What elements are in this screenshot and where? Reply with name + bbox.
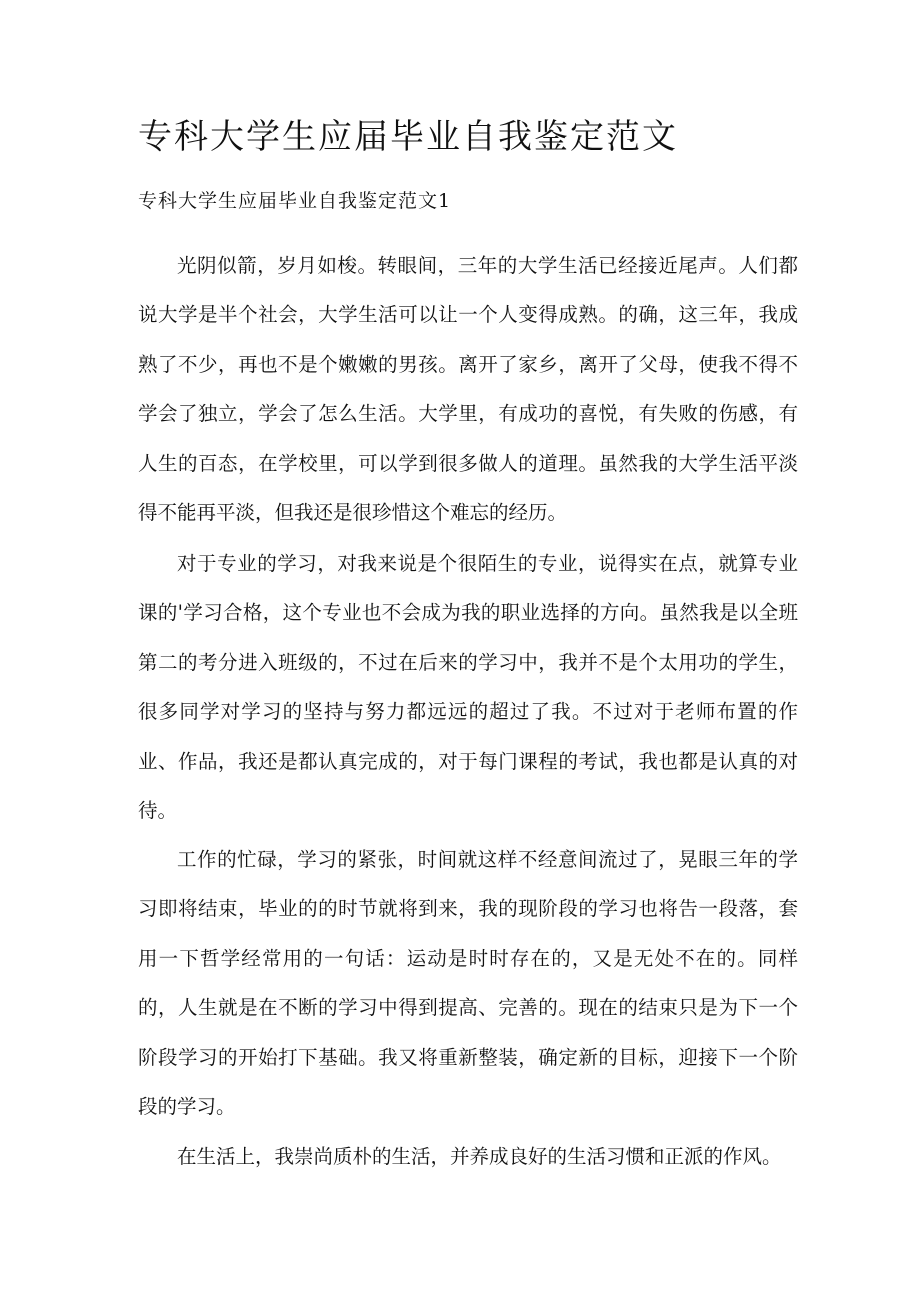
- body-paragraph-3: 工作的忙碌，学习的紧张，时间就这样不经意间流过了，晃眼三年的学习即将结束，毕业的的时节就将到来，我的现阶段的学习也将告一段落，套用一下哲学经常用的一句话：运动是时时存在的，又是无处不在的。同样的，人生就是在不断的学习中得到提高、完善的。现在的结束只是为下一个阶段学习的开始打下基础。我又将重新整装，确定新的目标，迎接下一个阶段的学习。: [138, 848, 798, 1119]
- body-paragraph-2: 对于专业的学习，对我来说是个很陌生的专业，说得实在点，就算专业课的'学习合格，这个专业也不会成为我的职业选择的方向。虽然我是以全班第二的考分进入班级的，不过在后来的学习中，我并不是个太用功的学生，很多同学对学习的坚持与努力都远远的超过了我。不过对于老师布置的作业、作品，我还是都认真完成的，对于每门课程的考试，我也都是认真的对待。: [138, 552, 798, 823]
- body-paragraph-1: 光阴似箭，岁月如梭。转眼间，三年的大学生活已经接近尾声。人们都说大学是半个社会，大学生活可以让一个人变得成熟。的确，这三年，我成熟了不少，再也不是个嫩嫩的男孩。离开了家乡，离开了父母，使我不得不学会了独立，学会了怎么生活。大学里，有成功的喜悦，有失败的伤感，有人生的百态，在学校里，可以学到很多做人的道理。虽然我的大学生活平淡得不能再平淡，但我还是很珍惜这个难忘的经历。: [138, 254, 798, 525]
- body-paragraph-4: 在生活上，我崇尚质朴的生活，并养成良好的生活习惯和正派的作风。: [177, 1145, 782, 1168]
- document-subtitle: 专科大学生应届毕业自我鉴定范文1: [138, 190, 452, 212]
- document-title: 专科大学生应届毕业自我鉴定范文: [138, 117, 678, 157]
